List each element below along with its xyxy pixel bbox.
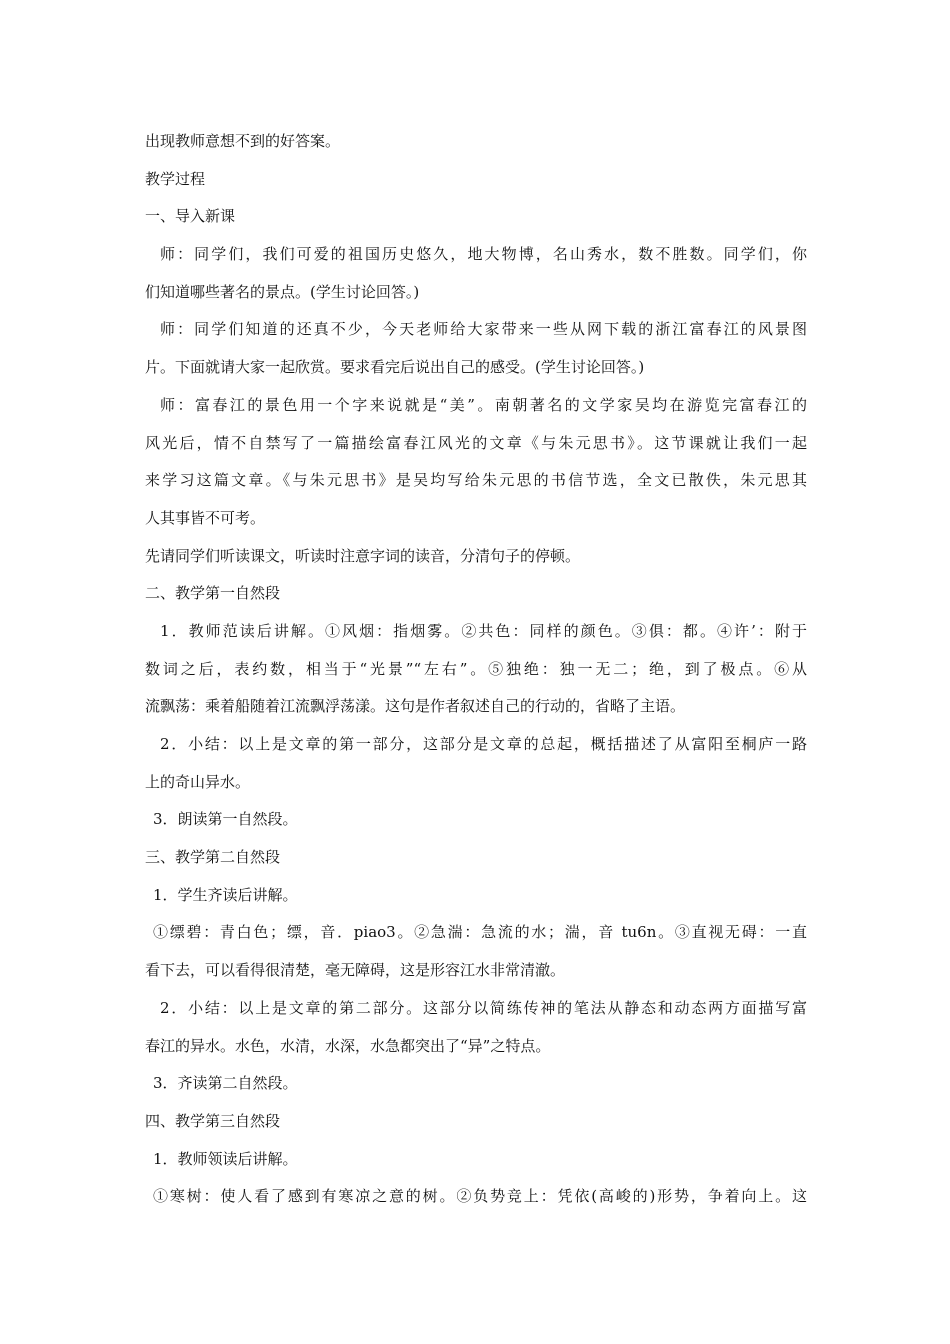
text-line: 上的奇山异水。 bbox=[145, 772, 251, 791]
text-line: 1．教师领读后讲解。 bbox=[153, 1149, 298, 1168]
text-line: 出现教师意想不到的好答案。 bbox=[145, 132, 341, 150]
text-line: 片。下面就请大家一起欣赏。要求看完后说出自己的感受。(学生讨论回答。) bbox=[145, 358, 645, 377]
text-line: 春江的异水。水色，水清，水深，水急都突出了“异”之特点。 bbox=[145, 1036, 551, 1055]
section-heading: 一、导入新课 bbox=[145, 207, 236, 226]
text-line: 流飘荡：乘着船随着江流飘浮荡漾。这句是作者叙述自己的行动的，省略了主语。 bbox=[145, 697, 686, 716]
text-line: 2．小结：以上是文章的第一部分，这部分是文章的总起，概括描述了从富阳至桐庐一路 bbox=[160, 735, 807, 753]
section-heading: 三、教学第二自然段 bbox=[145, 848, 281, 867]
text-line: 人其事皆不可考。 bbox=[145, 508, 266, 527]
text-line: 师：同学们知道的还真不少，今天老师给大家带来一些从网下载的浙江富春江的风景图 bbox=[160, 320, 807, 339]
text-line: 看下去，可以看得很清楚，毫无障碍，这是形容江水非常清澈。 bbox=[145, 961, 566, 980]
document-body bbox=[145, 123, 807, 1216]
text-line: 师：同学们，我们可爱的祖国历史悠久，地大物博，名山秀水，数不胜数。同学们，你 bbox=[160, 245, 807, 264]
text-line: 风光后，情不自禁写了一篇描绘富春江风光的文章《与朱元思书》。这节课就让我们一起 bbox=[145, 433, 807, 452]
text-line: 师：富春江的景色用一个字来说就是“美”。南朝著名的文学家吴均在游览完富春江的 bbox=[160, 395, 807, 414]
text-line: ①寒树：使人看了感到有寒凉之意的树。②负势竞上：凭依(高峻的)形势，争着向上。这 bbox=[153, 1187, 807, 1206]
text-line: 3．齐读第二自然段。 bbox=[153, 1074, 298, 1093]
text-line: 1．学生齐读后讲解。 bbox=[153, 885, 298, 904]
text-line: 数词之后，表约数，相当于“光景”“左右”。⑤独绝：独一无二；绝，到了极点。⑥从 bbox=[145, 659, 807, 678]
text-line: 1．教师范读后讲解。①风烟：指烟雾。②共色：同样的颜色。③俱：都。④许’：附于 bbox=[160, 621, 807, 640]
text-line: 来学习这篇文章。《与朱元思书》是吴均写给朱元思的书信节选，全文已散佚，朱元思其 bbox=[145, 471, 807, 490]
text-line: 们知道哪些著名的景点。(学生讨论回答。) bbox=[145, 282, 420, 301]
text-line: 2．小结：以上是文章的第二部分。这部分以简练传神的笔法从静态和动态两方面描写富 bbox=[160, 998, 807, 1017]
section-heading: 四、教学第三自然段 bbox=[145, 1111, 281, 1130]
text-line: ①缥碧：青白色；缥，音．piao3。②急湍：急流的水；湍，音 tu6n。③直视无碍：一直 bbox=[153, 923, 807, 942]
text-line: 先请同学们听读课文，听读时注意字词的读音，分清句子的停顿。 bbox=[145, 546, 581, 565]
text-line: 3．朗读第一自然段。 bbox=[153, 810, 298, 829]
section-heading: 二、教学第一自然段 bbox=[145, 584, 281, 603]
section-heading: 教学过程 bbox=[145, 169, 206, 188]
